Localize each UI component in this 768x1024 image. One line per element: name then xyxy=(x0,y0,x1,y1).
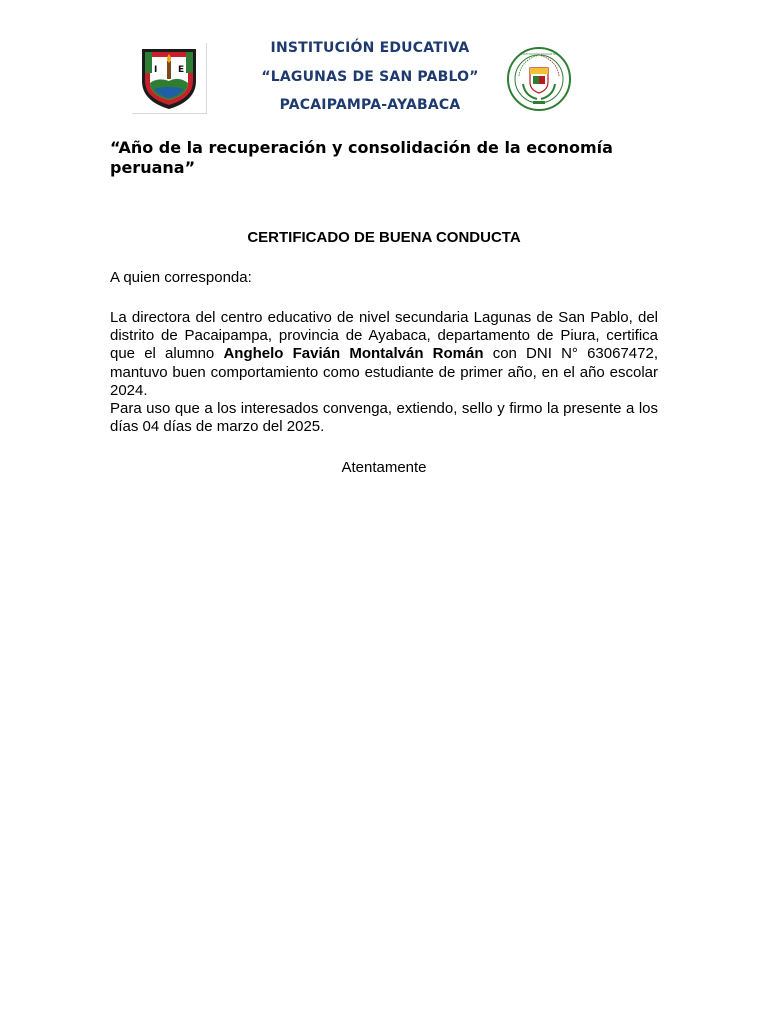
shield-letter-e: E xyxy=(178,65,185,75)
body-text-details: con DNI N° 63067472, mantuvo buen comportamiento como estudiante de primer año, en el año escolar 2024. xyxy=(110,345,658,399)
body-paragraph-2: Para uso que a los interesados convenga, extiendo, sello y firmo la presente a los días 04 días de marzo del 2025. xyxy=(110,400,658,436)
institution-location: PACAIPAMPA-AYABACA xyxy=(279,97,461,113)
seal-ring-text: INSTITUCIÓN EDUCATIVA xyxy=(520,52,558,56)
shield-icon xyxy=(132,43,206,113)
institution-type: INSTITUCIÓN EDUCATIVA xyxy=(270,40,470,56)
certificate-title: CERTIFICADO DE BUENA CONDUCTA xyxy=(247,229,521,246)
institution-name: “LAGUNAS DE SAN PABLO” xyxy=(261,68,479,85)
school-seal-logo xyxy=(505,46,573,112)
salutation: A quien corresponda: xyxy=(110,269,252,286)
year-motto: “Año de la recuperación y consolidación de la economía peruana” xyxy=(110,138,613,177)
closing: Atentamente xyxy=(341,459,427,476)
institution-header xyxy=(230,38,510,124)
body-text-intro: La directora del centro educativo de nivel secundaria Lagunas de San Pablo, del distrito de Pacaipampa, provincia de Ayabaca, departamento de Piura, certifica que el alumno xyxy=(110,309,658,363)
student-name: Anghelo Favián Montalván Román xyxy=(223,345,484,363)
shield-letter-i: I xyxy=(154,65,158,75)
body-paragraph-1 xyxy=(110,309,658,400)
school-shield-logo xyxy=(132,43,207,114)
certificate-body xyxy=(110,309,658,436)
